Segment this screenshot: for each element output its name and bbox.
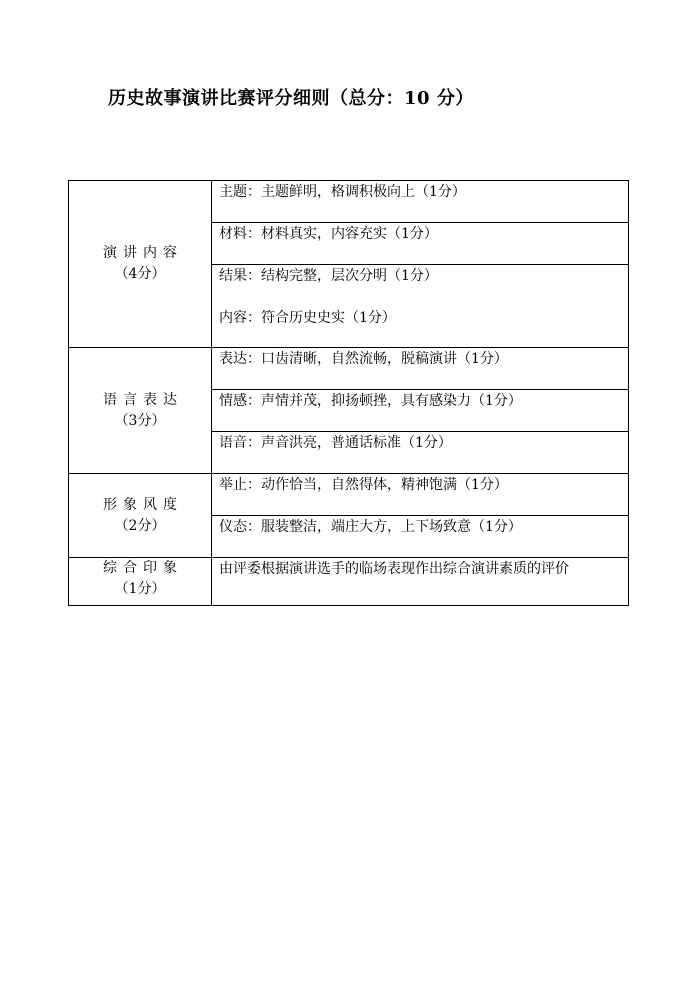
criterion-text: 语音：声音洪亮，普通话标准（1分） [219, 435, 452, 451]
category-name: 综合印象 [103, 560, 183, 576]
document-title: 历史故事演讲比赛评分细则（总分：10 分） [108, 88, 474, 109]
category-cell-appearance [69, 474, 212, 558]
criterion-text: 由评委根据演讲选手的临场表现作出综合演讲素质的评价 [219, 561, 569, 577]
criterion-cell [212, 265, 629, 348]
category-score: （3分） [114, 412, 166, 429]
category-score: （4分） [114, 266, 166, 282]
criterion-text: 举止：动作恰当，自然得体，精神饱满（1分） [219, 477, 508, 493]
criterion-cell [212, 348, 629, 390]
category-cell-content [69, 181, 212, 348]
category-score: （2分） [114, 517, 166, 534]
criterion-cell [212, 181, 629, 223]
criterion-text: 内容：符合历史史实（1分） [219, 310, 396, 326]
category-cell-language [69, 348, 212, 474]
table-row [69, 558, 629, 606]
category-name: 形象风度 [103, 496, 183, 513]
criterion-cell [212, 516, 629, 558]
criterion-text: 仪态：服装整洁，端庄大方，上下场致意（1分） [219, 519, 522, 535]
criterion-text: 材料：材料真实，内容充实（1分） [219, 226, 438, 242]
category-name: 语言表达 [103, 391, 183, 408]
table-row [69, 181, 629, 223]
table-row [69, 348, 629, 390]
criterion-cell [212, 558, 629, 606]
criterion-text: 结果：结构完整，层次分明（1分） [219, 268, 438, 284]
criterion-text: 情感：声情并茂，抑扬顿挫，具有感染力（1分） [219, 393, 522, 409]
criterion-cell [212, 223, 629, 265]
criterion-text: 主题：主题鲜明，格调积极向上（1分） [219, 184, 466, 200]
category-cell-overall [69, 558, 212, 606]
table-row [69, 474, 629, 516]
criterion-cell [212, 432, 629, 474]
criterion-cell [212, 390, 629, 432]
category-score: （1分） [114, 581, 166, 597]
category-name: 演讲内容 [103, 245, 183, 261]
criterion-text: 表达：口齿清晰，自然流畅，脱稿演讲（1分） [219, 351, 508, 367]
criterion-cell [212, 474, 629, 516]
scoring-rubric-table [68, 180, 629, 606]
